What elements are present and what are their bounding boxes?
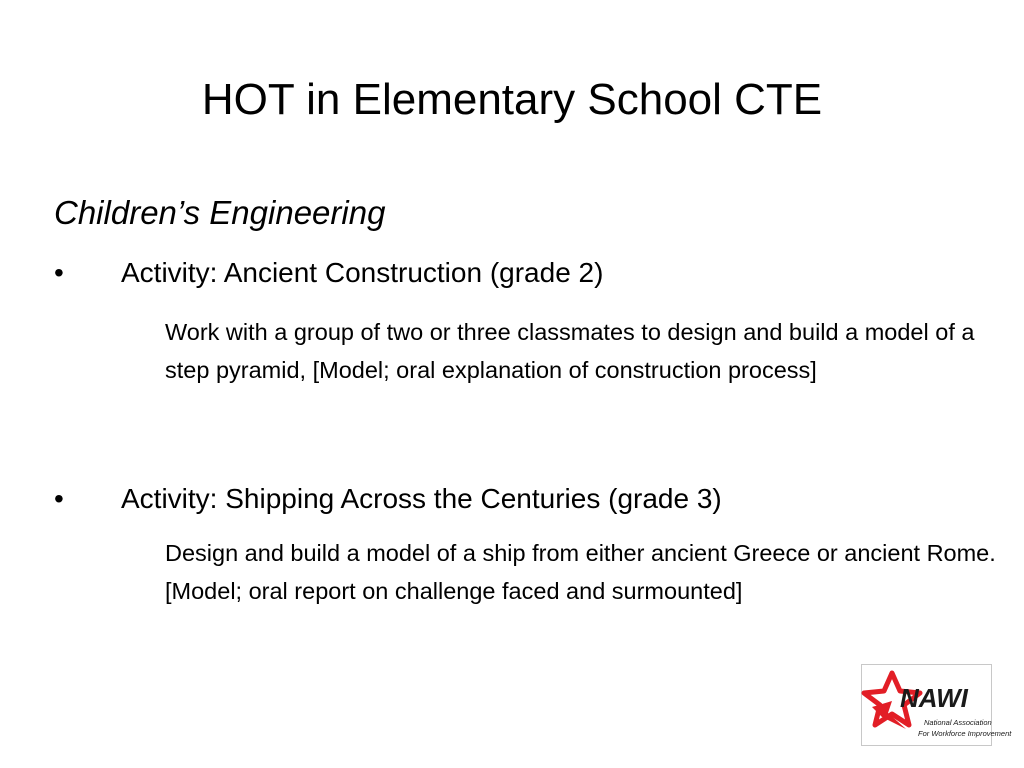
activity-heading-1: Activity: Ancient Construction (grade 2): [121, 257, 604, 288]
nawi-logo: [861, 664, 1012, 746]
slide-title: HOT in Elementary School CTE: [201, 75, 823, 124]
bullet-marker: •: [54, 483, 64, 514]
activity-heading-2: Activity: Shipping Across the Centuries (grade 3): [121, 483, 722, 514]
activity-description-1: Work with a group of two or three classmates to design and build a model of a step pyramid, [Model; oral explanation of construction process]: [165, 319, 975, 383]
logo-tagline-line2: For Workforce Improvement: [918, 729, 1012, 738]
logo-wordmark: NAWI: [900, 683, 968, 713]
activity-description-2: Design and build a model of a ship from either ancient Greece or ancient Rome. [Model; oral report on challenge faced and surmounted]: [165, 540, 996, 604]
logo-tagline-line1: National Association: [924, 718, 992, 727]
section-subheading: Children’s Engineering: [54, 194, 386, 231]
bullet-marker: •: [54, 257, 64, 288]
